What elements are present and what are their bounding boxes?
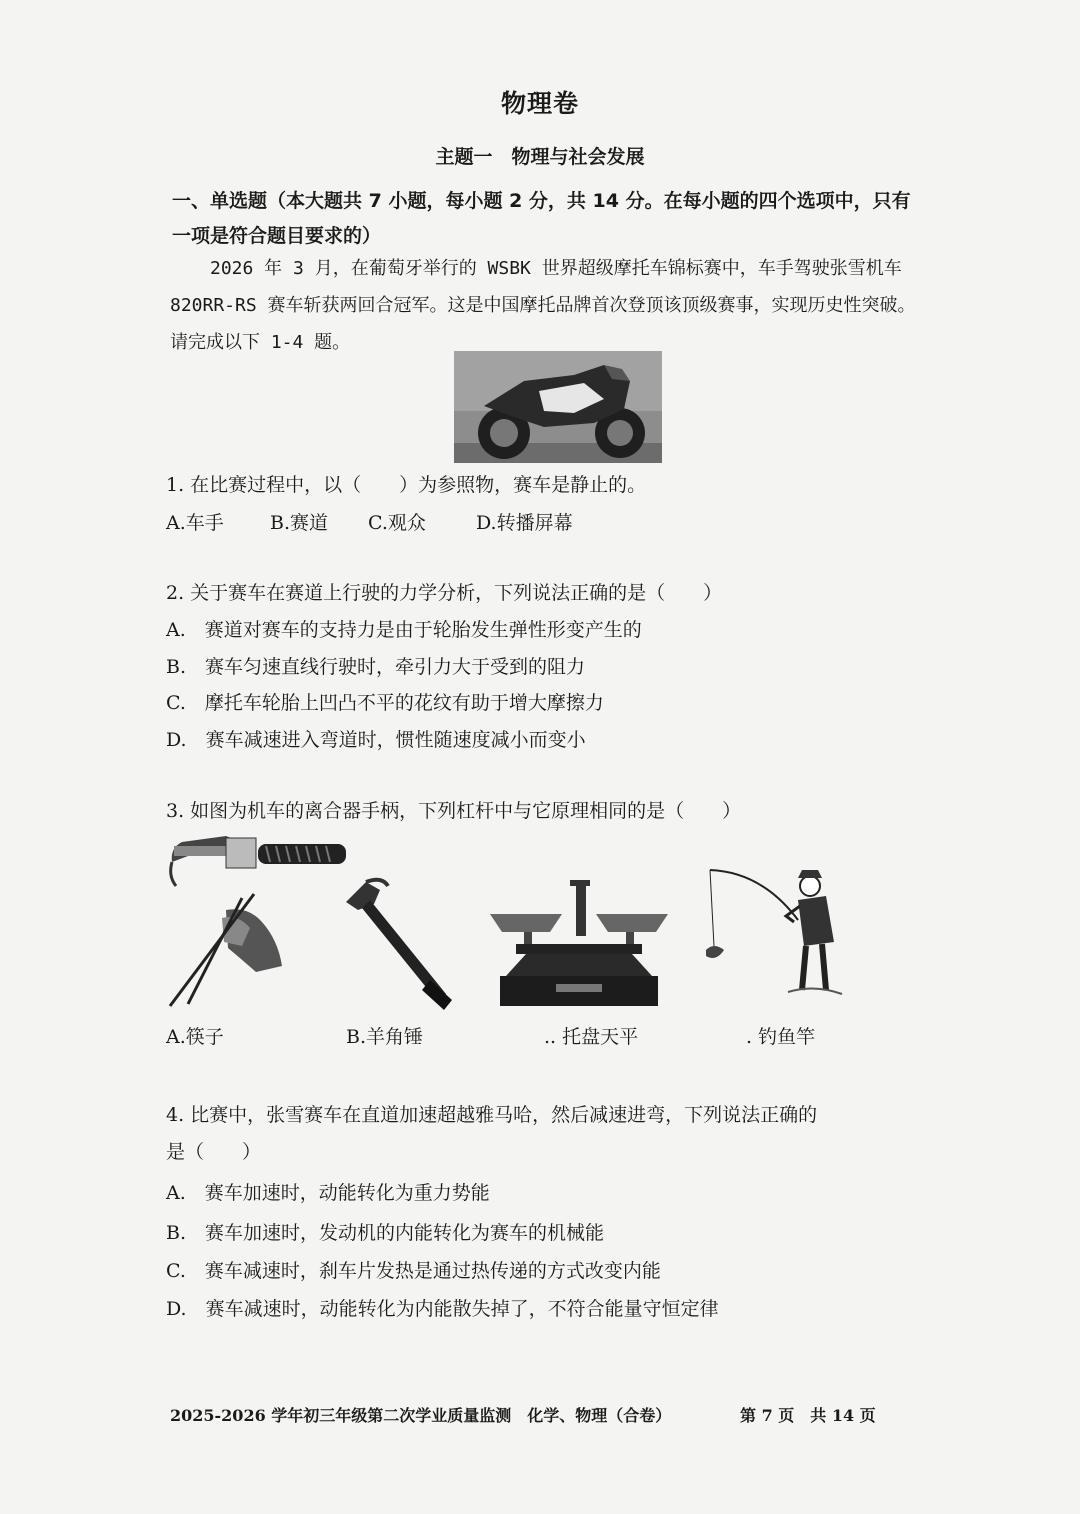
motorcycle-photo	[454, 351, 662, 463]
q2-option-a: A. 赛道对赛车的支持力是由于轮胎发生弹性形变产生的	[166, 619, 642, 641]
q3-option-d: . 钓鱼竿	[746, 1026, 816, 1048]
q2-option-c: C. 摩托车轮胎上凹凸不平的花纹有助于增大摩擦力	[166, 692, 604, 714]
page-title: 物理卷	[500, 89, 579, 118]
q3-option-b: B.羊角锤	[346, 1026, 424, 1048]
fishing-rod-figure	[702, 866, 844, 1004]
claw-hammer-figure	[340, 876, 466, 1012]
question-3-stem: 3. 如图为机车的离合器手柄，下列杠杆中与它原理相同的是（ ）	[166, 800, 742, 822]
q4-option-d: D. 赛车减速时，动能转化为内能散失掉了，不符合能量守恒定律	[166, 1298, 719, 1320]
theme-subtitle: 主题一 物理与社会发展	[435, 146, 645, 168]
chopsticks-figure	[166, 888, 288, 1010]
q4-option-c: C. 赛车减速时，刹车片发热是通过热传递的方式改变内能	[166, 1260, 661, 1282]
question-2-stem: 2. 关于赛车在赛道上行驶的力学分析，下列说法正确的是（ ）	[166, 582, 723, 604]
q3-option-c: .. 托盘天平	[544, 1026, 639, 1048]
q4-option-a: A. 赛车加速时，动能转化为重力势能	[166, 1182, 490, 1204]
intro-paragraph: 2026 年 3 月，在葡萄牙举行的 WSBK 世界超级摩托车锦标赛中，车手驾驶张雪机车 820RR-RS 赛车斩获两回合冠军。这是中国摩托品牌首次登顶该顶级赛事，实现历史性突破。请完成以下 1-4 题。	[170, 258, 916, 353]
question-4-stem-line1: 4. 比赛中，张雪赛车在直道加速超越雅马哈，然后减速进弯，下列说法正确的	[166, 1104, 818, 1126]
question-4-stem-line2: 是（ ）	[166, 1141, 262, 1163]
question-1-stem: 1. 在比赛过程中，以（ ）为参照物，赛车是静止的。	[166, 474, 647, 496]
q2-option-d: D. 赛车减速进入弯道时，惯性随速度减小而变小	[166, 729, 586, 751]
q1-option-d: D.转播屏幕	[476, 512, 573, 534]
q3-option-a: A.筷子	[166, 1026, 224, 1048]
q4-option-b: B. 赛车加速时，发动机的内能转化为赛车的机械能	[166, 1222, 605, 1244]
clutch-lever-figure	[166, 828, 350, 890]
section-heading: 一、单选题（本大题共 7 小题，每小题 2 分，共 14 分。在每小题的四个选项中，只有一项是符合题目要求的）	[172, 190, 911, 247]
footer-page-number: 第 7 页 共 14 页	[740, 1406, 876, 1425]
q1-option-c: C.观众	[368, 512, 426, 534]
q1-option-b: B.赛道	[270, 512, 329, 534]
q2-option-b: B. 赛车匀速直线行驶时，牵引力大于受到的阻力	[166, 656, 586, 678]
q1-option-a: A.车手	[166, 512, 224, 534]
balance-scale-figure	[486, 880, 672, 1010]
footer-exam-info: 2025-2026 学年初三年级第二次学业质量监测 化学、物理（合卷）	[170, 1406, 672, 1425]
